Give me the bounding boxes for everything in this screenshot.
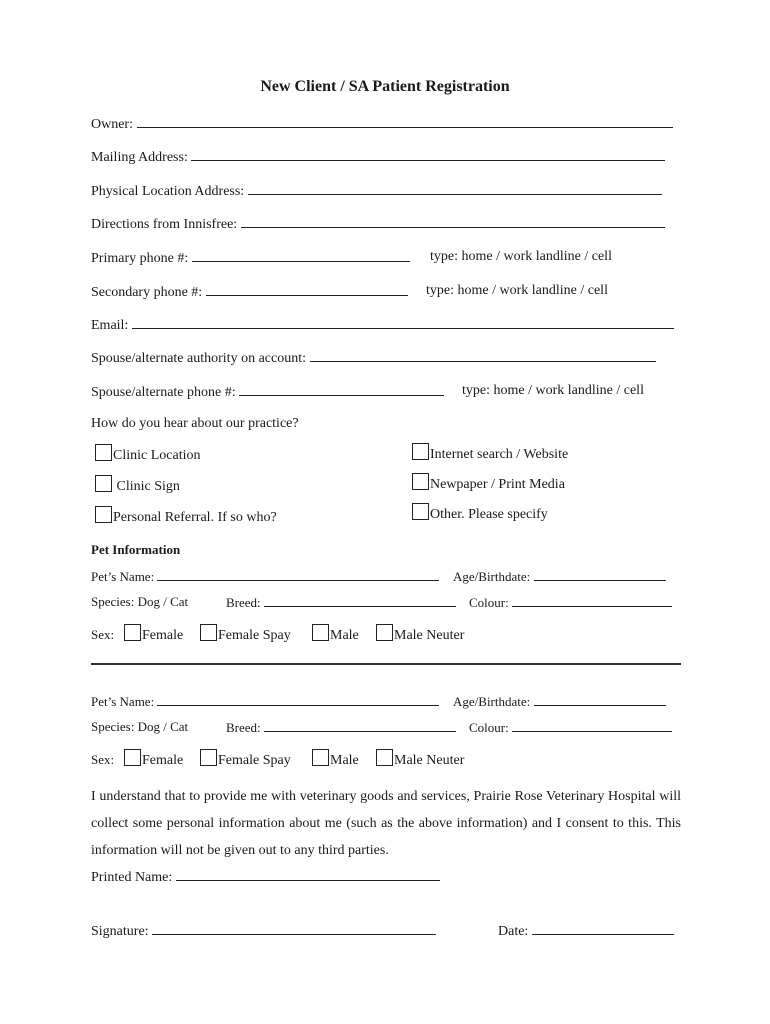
pet2-sex-label: Sex: [91,752,115,767]
pet-divider [91,663,681,665]
pet1-name-field[interactable] [157,568,439,581]
email-row [91,316,674,334]
pet1-name-row [91,568,439,585]
clinic-location-label: Clinic Location [113,448,201,463]
spouse-phone-type: type: home / work landline / cell [462,383,644,398]
internet-label: Internet search / Website [430,447,569,462]
pet1-sex-female [124,624,183,644]
secondary-phone-type: type: home / work landline / cell [426,283,608,298]
pet2-male-checkbox[interactable] [312,749,329,766]
pet2-colour-label: Colour: [469,720,509,735]
option-clinic-location [95,444,200,464]
spouse-field[interactable] [310,349,656,362]
pet1-sex-label: Sex: [91,627,115,642]
pet1-male-neuter-checkbox[interactable] [376,624,393,641]
directions-row [91,215,665,233]
pet1-female-spay-label: Female Spay [218,628,291,643]
clinic-sign-checkbox[interactable] [95,475,112,492]
pet1-breed-row [226,594,456,611]
directions-field[interactable] [241,215,665,228]
pet1-colour-row [469,594,672,611]
pet2-breed-field[interactable] [264,719,456,732]
pet1-age-field[interactable] [534,568,666,581]
pet1-sex-male-neuter [376,624,464,644]
secondary-phone-label: Secondary phone #: [91,285,203,300]
pet1-age-label: Age/Birthdate: [453,569,531,584]
pet2-female-spay-checkbox[interactable] [200,749,217,766]
form-title: New Client / SA Patient Registration [260,78,510,95]
pet1-female-label: Female [142,628,184,643]
spouse-phone-label: Spouse/alternate phone #: [91,385,236,400]
signature-label: Signature: [91,924,149,939]
secondary-phone-row [91,283,408,301]
signature-field[interactable] [152,922,436,935]
primary-phone-label: Primary phone #: [91,251,189,266]
pet2-sex-female-spay [200,749,291,769]
owner-row [91,115,673,133]
hear-question: How do you hear about our practice? [91,416,299,431]
pet2-male-neuter-checkbox[interactable] [376,749,393,766]
pet1-male-checkbox[interactable] [312,624,329,641]
clinic-sign-label: Clinic Sign [116,479,180,494]
pet2-female-checkbox[interactable] [124,749,141,766]
secondary-phone-field[interactable] [206,283,408,296]
primary-phone-field[interactable] [192,249,410,262]
pet1-sex-row [91,627,114,644]
owner-label: Owner: [91,117,133,132]
directions-label: Directions from Innisfree: [91,217,238,232]
clinic-location-checkbox[interactable] [95,444,112,461]
pet2-colour-field[interactable] [512,719,672,732]
pet2-breed-label: Breed: [226,720,261,735]
newspaper-checkbox[interactable] [412,473,429,490]
pet2-female-label: Female [142,753,184,768]
mailing-label: Mailing Address: [91,150,188,165]
mailing-row [91,148,665,166]
pet2-male-neuter-label: Male Neuter [394,753,465,768]
physical-label: Physical Location Address: [91,184,245,199]
personal-referral-label: Personal Referral. If so who? [113,510,277,525]
pet2-name-label: Pet’s Name: [91,694,155,709]
pet1-female-checkbox[interactable] [124,624,141,641]
spouse-phone-row [91,383,444,401]
pet2-age-row [453,693,666,710]
signature-row [91,922,436,940]
pet2-male-label: Male [330,753,359,768]
printed-name-field[interactable] [176,868,440,881]
pet1-sex-female-spay [200,624,291,644]
personal-referral-checkbox[interactable] [95,506,112,523]
pet2-name-row [91,693,439,710]
owner-field[interactable] [137,115,673,128]
printed-name-row [91,868,440,886]
option-other [412,503,548,523]
pet2-species: Species: Dog / Cat [91,719,189,734]
primary-phone-type: type: home / work landline / cell [430,249,612,264]
pet2-breed-row [226,719,456,736]
pet1-colour-field[interactable] [512,594,672,607]
spouse-label: Spouse/alternate authority on account: [91,351,306,366]
pet-information-heading: Pet Information [91,542,181,557]
pet2-sex-female [124,749,183,769]
date-field[interactable] [532,922,674,935]
pet1-male-neuter-label: Male Neuter [394,628,465,643]
pet2-name-field[interactable] [157,693,439,706]
primary-phone-row [91,249,410,267]
email-label: Email: [91,318,129,333]
printed-name-label: Printed Name: [91,870,173,885]
other-label: Other. Please specify [430,507,548,522]
pet1-age-row [453,568,666,585]
option-clinic-sign [95,475,180,495]
date-label: Date: [498,924,529,939]
internet-checkbox[interactable] [412,443,429,460]
pet2-age-field[interactable] [534,693,666,706]
pet2-sex-row [91,752,114,769]
other-checkbox[interactable] [412,503,429,520]
physical-field[interactable] [248,182,662,195]
option-newspaper [412,473,565,493]
pet1-species: Species: Dog / Cat [91,594,189,609]
pet1-female-spay-checkbox[interactable] [200,624,217,641]
pet2-sex-male-neuter [376,749,464,769]
email-field[interactable] [132,316,674,329]
newspaper-label: Newpaper / Print Media [430,477,565,492]
pet1-male-label: Male [330,628,359,643]
pet1-breed-field[interactable] [264,594,456,607]
pet1-colour-label: Colour: [469,595,509,610]
pet1-name-label: Pet’s Name: [91,569,155,584]
mailing-field[interactable] [191,148,665,161]
pet1-breed-label: Breed: [226,595,261,610]
pet2-female-spay-label: Female Spay [218,753,291,768]
consent-paragraph: I understand that to provide me with veterinary goods and services, Prairie Rose Veterinary Hospital will collect some personal information about me (such as the above information) and I consent to this. This information will not be given out to any third parties. [91,789,681,858]
date-row [498,922,674,940]
spouse-phone-field[interactable] [239,383,444,396]
pet2-age-label: Age/Birthdate: [453,694,531,709]
physical-row [91,182,662,200]
spouse-row [91,349,656,367]
option-internet [412,443,568,463]
option-personal-referral [95,506,277,526]
pet2-sex-male [312,749,359,769]
pet2-colour-row [469,719,672,736]
pet1-sex-male [312,624,359,644]
